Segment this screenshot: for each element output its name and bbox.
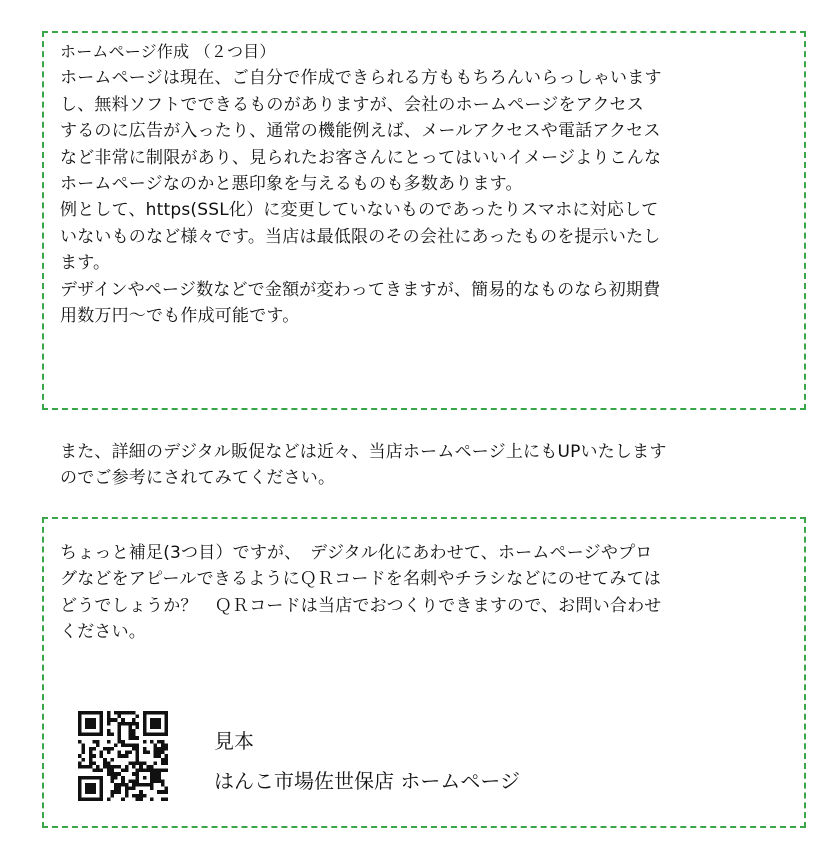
paragraph-line: また、詳細のデジタル販促などは近々、当店ホームページ上にもUPいたします	[60, 442, 667, 462]
paragraph-line: ホームページは現在、ご自分で作成できられる方ももちろんいらっしゃいます	[60, 68, 662, 89]
shop-homepage-label: はんこ市場佐世保店 ホームページ	[214, 769, 520, 793]
paragraph-line: のでご参考にされてみてください。	[60, 468, 336, 489]
paragraph-line: し、無料ソフトでできるものがありますが、会社のホームページをアクセス	[60, 94, 644, 115]
paragraph-line: など非常に制限があり、見られたお客さんにとってはいいイメージよりこんな	[60, 147, 662, 168]
paragraph-line: グなどをアピールできるようにＱＲコードを名刺やチラシなどにのせてみては	[60, 569, 661, 590]
qr-code-icon	[78, 711, 168, 801]
sample-label: 見本	[214, 729, 254, 753]
paragraph-line: ホームページなのかと悪印象を与えるものも多数あります。	[60, 173, 523, 194]
section-heading: ホームページ作成 （２つ目）	[60, 42, 276, 61]
paragraph-line: ます。	[60, 253, 111, 274]
paragraph-line: デザインやページ数などで金額が変わってきますが、簡易的なものなら初期費	[60, 279, 661, 300]
digital-promo-note	[60, 439, 667, 492]
paragraph-line: するのに広告が入ったり、通常の機能例えば、メールアクセスや電話アクセス	[60, 121, 661, 142]
paragraph-line: ちょっと補足(3つ目）ですが、 デジタル化にあわせて、ホームページやプロ	[60, 543, 653, 563]
homepage-section-text	[60, 39, 662, 329]
qr-section-text	[60, 540, 662, 646]
paragraph-line: 用数万円～でも作成可能です。	[60, 305, 300, 326]
paragraph-line: 例として、https(SSL化）に変更していないものであったりスマホに対応して	[60, 200, 659, 221]
paragraph-line: どうでしょうか？ ＱＲコードは当店でおつくりできますので、お問い合わせ	[60, 595, 662, 616]
paragraph-line: いないものなど様々です。当店は最低限のその会社にあったものを提示いたし	[60, 226, 661, 247]
paragraph-line: ください。	[60, 622, 146, 643]
